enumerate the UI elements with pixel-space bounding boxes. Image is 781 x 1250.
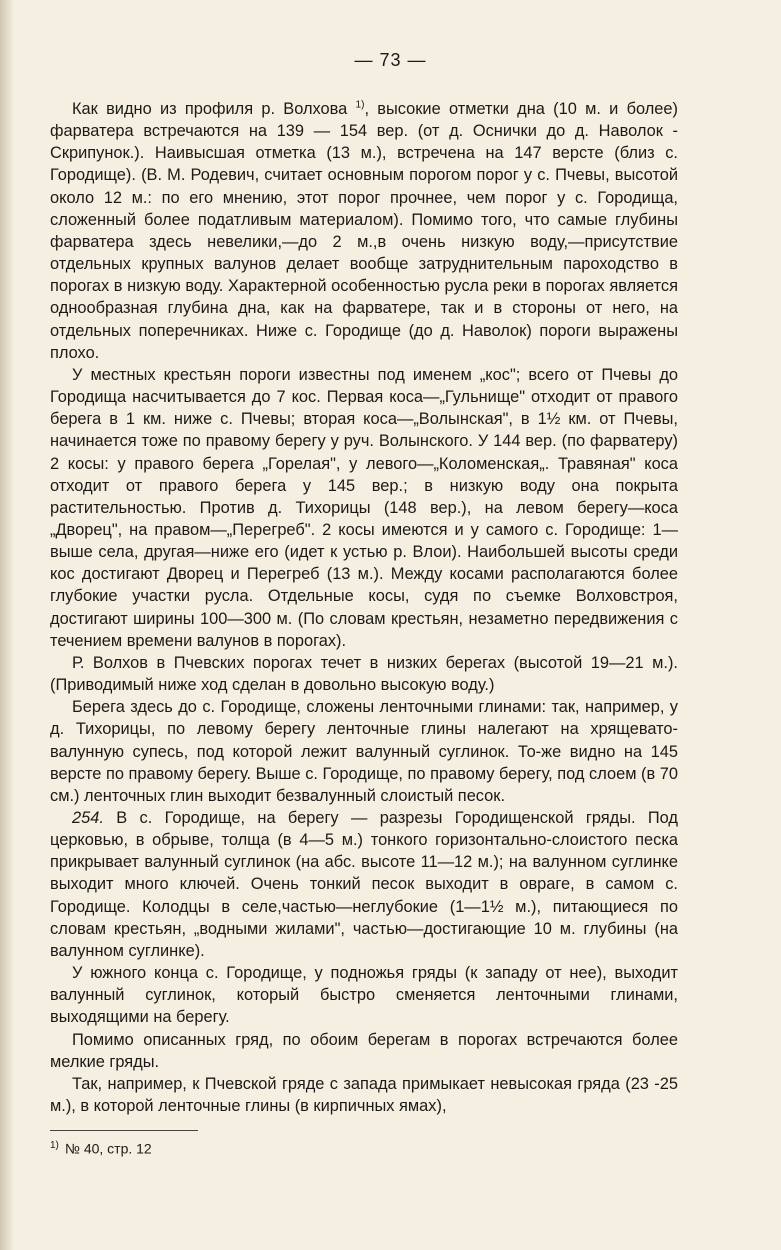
paragraph-8: Так, например, к Пчевской гряде с запада примыкает невысокая гряда (23 -25 м.), в которой ленточные глины (в кирпичных ямах),: [50, 1074, 678, 1116]
footnote: [50, 1140, 152, 1157]
paragraph-5: [50, 807, 678, 962]
paragraph-3: Р. Волхов в Пчевских порогах течет в низких берегах (высотой 19—21 м.). (Приводимый ниже ход сделан в довольно высокую воду.): [50, 653, 678, 695]
section-number: 254.: [72, 809, 104, 827]
page-number: — 73 —: [354, 50, 427, 70]
paragraph-1: [50, 98, 678, 364]
paragraph-1-text-start: Как видно из профиля р. Волхова: [72, 100, 356, 118]
footnote-text: № 40, стр. 12: [64, 1140, 152, 1157]
paragraph-6: У южного конца с. Городище, у подножья гряды (к западу от нее), выходит валунный суглинок, который быстро сменяется ленточными глинами, выходящими на берегу.: [50, 964, 678, 1027]
paragraph-5-text: В с. Городище, на берегу — разрезы Городищенской гряды. Под церковью, в обрыве, толща (в 4—5 м.) тонкого горизонтально-слоистого песка прикрывает валунный суглинок (на абс. высоте 11—12 м.); на валунном суглинке выходит много ключей. Очень тонкий песок выходит в овраге, в самом с. Городище. Колодцы в селе,частью—неглубокие (1—1½ м.), питающиеся по словам крестьян, „водными жилами", частью—достигающие 10 м. глубины (на валунном суглинке).: [50, 809, 678, 960]
footnote-mark: 1): [50, 1140, 59, 1151]
paragraph-4: Берега здесь до с. Городище, сложены ленточными глинами: так, например, у д. Тихорицы, по левому берегу ленточные глины налегают на хрящевато-валунную супесь, под которой лежит валунный суглинок. То-же видно на 145 версте по правому берегу. Выше с. Городище, по правому берегу, под слоем (в 70 см.) ленточных глин выходит безвалунный слоистый песок.: [50, 698, 678, 805]
footnote-divider: [50, 1130, 198, 1131]
body-text: [50, 98, 678, 1117]
footnote-reference: 1): [355, 99, 365, 111]
paragraph-1-text-end: , высокие отметки дна (10 м. и более) фарватера встречаются на 139 — 154 вер. (от д. Оснички до д. Наволок - Скрипунок.). Наивысшая отметка (13 м.), встречена на 147 версте (близ с. Городище). (В. М. Родевич, считает основным порогом порог у с. Пчевы, высотой около 12 м.: по его мнению, этот порог прочнее, чем порог у с. Городища, сложенный более податливым материалом). Помимо того, что самые глубины фарватера здесь невелики,—до 2 м.,в очень низкую воду,—присутствие отдельных крупных валунов делает вообще затруднительным пароходство в порогах в низкую воду. Характерной особенностью русла реки в порогах является однообразная глубина дна, как на фарватере, так и в стороны от него, на отдельных поперечниках. Ниже с. Городище (до д. Наволок) пороги выражены плохо.: [50, 100, 678, 362]
paragraph-7: Помимо описанных гряд, по обоим берегам в порогах встречаются более мелкие гряды.: [50, 1030, 678, 1071]
paragraph-2: У местных крестьян пороги известны под именем „кос"; всего от Пчевы до Городища насчитывается до 7 кос. Первая коса—„Гульнище" отходит от правого берега в 1 км. ниже с. Пчевы; вторая коса—„Волынская", в 1½ км. от Пчевы, начинается тоже по правому берегу у руч. Волынского. У 144 вер. (по фарватеру) 2 косы: у правого берега „Горелая", у левого—„Коломенская„. Травяная" коса отходит от правого берега у 145 вер.; в низкую воду она покрыта растительностью. Против д. Тихорицы (148 вер.), на левом берегу—коса „Дворец", на правом—„Перегреб". 2 косы имеются и у самого с. Городище: 1—выше села, другая—ниже его (идет к устью р. Влои). Наибольшей высоты среди кос достигают Дворец и Перегреб (13 м.). Между косами располагаются более глубокие участки русла. Отдельные косы, судя по съемке Волховстроя, достигают ширины 100—300 м. (По словам крестьян, незаметно передвижения с течением времени валунов в порогах).: [50, 365, 678, 650]
